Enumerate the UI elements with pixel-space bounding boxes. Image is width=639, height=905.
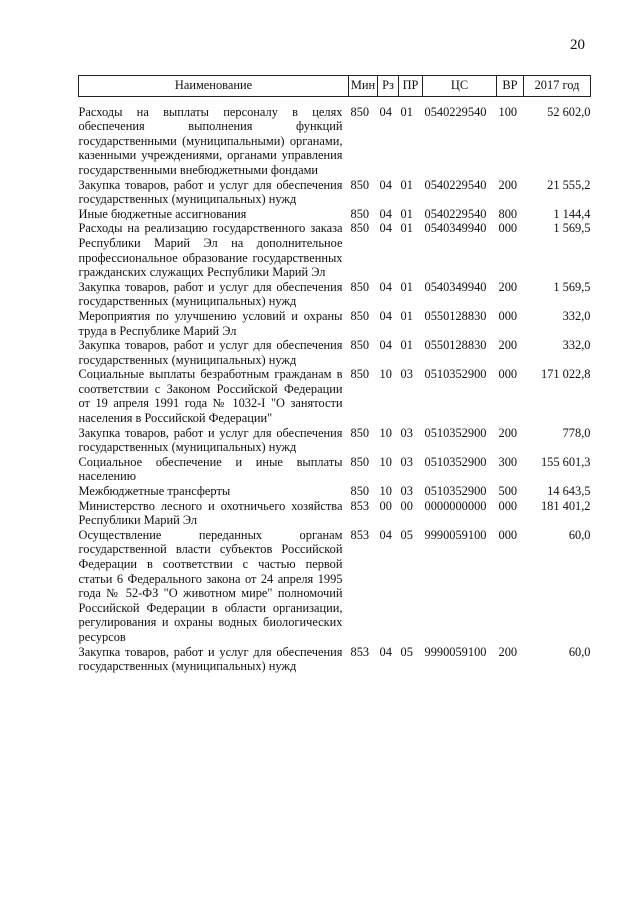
header-year: 2017 год	[524, 76, 591, 97]
cell-name: Межбюджетные трансферты	[78, 484, 231, 499]
cell-vr: 000	[498, 498, 518, 513]
cell-rz: 04	[379, 644, 392, 659]
header-row	[79, 76, 591, 97]
cell-cs: 0540349940	[424, 221, 487, 236]
cell-rz: 04	[379, 206, 392, 221]
cell-amount: 14 643,5	[547, 484, 591, 499]
cell-pr: 01	[400, 279, 413, 294]
cell-cs: 0510352900	[424, 454, 487, 469]
table-row	[79, 367, 591, 425]
cell-name: Закупка товаров, работ и услуг для обеспечения государственных (муниципальных) нужд	[78, 338, 343, 367]
header-min: Мин	[349, 76, 378, 97]
cell-cs: 0540229540	[424, 177, 487, 192]
table-row	[79, 178, 591, 207]
table-row	[79, 221, 591, 279]
cell-pr: 01	[400, 177, 413, 192]
cell-cs: 0000000000	[424, 498, 487, 513]
cell-min: 850	[350, 279, 370, 294]
header-rz: Рз	[378, 76, 399, 97]
table-row	[79, 645, 591, 674]
cell-cs: 0510352900	[424, 425, 487, 440]
cell-name: Мероприятия по улучшению условий и охраны труда в Республике Марий Эл	[78, 308, 343, 338]
cell-amount: 1 144,4	[553, 206, 591, 221]
header-name: Наименование	[79, 76, 349, 97]
cell-vr: 500	[498, 484, 518, 499]
cell-min: 850	[350, 206, 370, 221]
cell-pr: 03	[400, 425, 413, 440]
cell-min: 850	[350, 104, 370, 119]
cell-vr: 200	[498, 279, 518, 294]
table-row	[79, 338, 591, 367]
cell-pr: 00	[400, 498, 413, 513]
cell-min: 850	[350, 308, 370, 323]
cell-vr: 200	[498, 177, 518, 192]
table-row	[79, 484, 591, 499]
cell-rz: 10	[379, 454, 392, 469]
cell-pr: 01	[400, 206, 413, 221]
table-body	[79, 96, 591, 674]
cell-rz: 04	[379, 338, 392, 353]
cell-amount: 778,0	[562, 425, 591, 440]
cell-amount: 1 569,5	[553, 279, 591, 294]
cell-vr: 200	[498, 338, 518, 353]
cell-rz: 04	[379, 104, 392, 119]
cell-min: 850	[350, 425, 370, 440]
cell-rz: 10	[379, 367, 392, 382]
cell-amount: 181 401,2	[540, 498, 591, 513]
cell-pr: 01	[400, 221, 413, 236]
cell-name: Социальное обеспечение и иные выплаты населению	[78, 454, 343, 484]
table-header	[79, 76, 591, 97]
cell-amount: 60,0	[568, 644, 591, 659]
cell-name: Министерство лесного и охотничьего хозяйства Республики Марий Эл	[78, 498, 343, 528]
cell-name: Расходы на реализацию государственного заказа Республики Марий Эл на дополнительное профессиональное образование государственных гражданских служащих Республики Марий Эл	[78, 221, 343, 280]
cell-vr: 100	[498, 104, 518, 119]
cell-name: Закупка товаров, работ и услуг для обеспечения государственных (муниципальных) нужд	[78, 279, 343, 309]
cell-rz: 10	[379, 425, 392, 440]
cell-cs: 0540349940	[424, 279, 487, 294]
cell-amount: 1 569,5	[553, 221, 591, 236]
table-row	[79, 528, 591, 645]
cell-vr: 800	[498, 206, 518, 221]
table-row	[79, 207, 591, 222]
header-vr: ВР	[497, 76, 524, 97]
cell-pr: 03	[400, 367, 413, 382]
cell-pr: 01	[400, 338, 413, 353]
cell-rz: 04	[379, 221, 392, 236]
cell-name: Социальные выплаты безработным гражданам в соответствии с Законом Российской Федерации от 19 апреля 1991 года № 1032-I "О занятости населения в Российской Федерации"	[78, 367, 343, 426]
table-row	[79, 426, 591, 455]
cell-min: 850	[350, 367, 370, 382]
cell-pr: 01	[400, 308, 413, 323]
cell-pr: 01	[400, 104, 413, 119]
cell-cs: 0510352900	[424, 484, 487, 499]
cell-cs: 0550128830	[424, 308, 487, 323]
cell-amount: 171 022,8	[540, 367, 591, 382]
cell-vr: 200	[498, 644, 518, 659]
cell-vr: 000	[498, 367, 518, 382]
cell-amount: 332,0	[562, 338, 591, 353]
cell-min: 853	[350, 527, 370, 542]
cell-amount: 52 602,0	[547, 104, 591, 119]
cell-cs: 9990059100	[424, 527, 487, 542]
table-row	[79, 455, 591, 484]
cell-cs: 0540229540	[424, 206, 487, 221]
table-row	[79, 309, 591, 338]
cell-pr: 05	[400, 644, 413, 659]
page-number: 20	[570, 37, 585, 53]
cell-name: Расходы на выплаты персоналу в целях обеспечения выполнения функций государственными (муниципальными) органами, казенными учреждениями, органами управления государственными внебюджетными фондами	[78, 104, 343, 177]
cell-min: 853	[350, 498, 370, 513]
cell-rz: 04	[379, 177, 392, 192]
header-cs: ЦС	[423, 76, 497, 97]
cell-min: 850	[350, 177, 370, 192]
cell-cs: 0550128830	[424, 338, 487, 353]
cell-vr: 000	[498, 527, 518, 542]
cell-name: Закупка товаров, работ и услуг для обеспечения государственных (муниципальных) нужд	[78, 644, 343, 674]
budget-table	[78, 75, 591, 674]
cell-rz: 04	[379, 308, 392, 323]
cell-min: 850	[350, 484, 370, 499]
cell-name: Закупка товаров, работ и услуг для обеспечения государственных (муниципальных) нужд	[78, 177, 343, 207]
cell-vr: 200	[498, 425, 518, 440]
cell-name: Закупка товаров, работ и услуг для обеспечения государственных (муниципальных) нужд	[78, 425, 343, 455]
cell-amount: 332,0	[562, 308, 591, 323]
cell-cs: 0510352900	[424, 367, 487, 382]
cell-min: 850	[350, 338, 370, 353]
cell-vr: 300	[498, 454, 518, 469]
cell-rz: 10	[379, 484, 392, 499]
table-row	[79, 280, 591, 309]
cell-pr: 03	[400, 484, 413, 499]
cell-amount: 155 601,3	[540, 454, 591, 469]
cell-pr: 03	[400, 454, 413, 469]
cell-name: Иные бюджетные ассигнования	[78, 206, 247, 221]
cell-rz: 04	[379, 279, 392, 294]
header-pr: ПР	[399, 76, 423, 97]
cell-cs: 9990059100	[424, 644, 487, 659]
cell-min: 853	[350, 644, 370, 659]
cell-amount: 60,0	[568, 527, 591, 542]
cell-rz: 00	[379, 498, 392, 513]
cell-min: 850	[350, 454, 370, 469]
cell-vr: 000	[498, 221, 518, 236]
cell-min: 850	[350, 221, 370, 236]
table-row	[79, 499, 591, 528]
cell-amount: 21 555,2	[547, 177, 591, 192]
cell-rz: 04	[379, 527, 392, 542]
cell-pr: 05	[400, 527, 413, 542]
cell-vr: 000	[498, 308, 518, 323]
cell-cs: 0540229540	[424, 104, 487, 119]
cell-name: Осуществление переданных органам государственной власти субъектов Российской Федерации в соответствии с частью первой статьи 6 Федерального закона от 24 апреля 1995 года № 52-ФЗ "О животном мире" полномочий Российской Федерации в области организации, регулирования и охраны водных биологических ресурсов	[78, 527, 343, 644]
table-row	[79, 96, 591, 177]
